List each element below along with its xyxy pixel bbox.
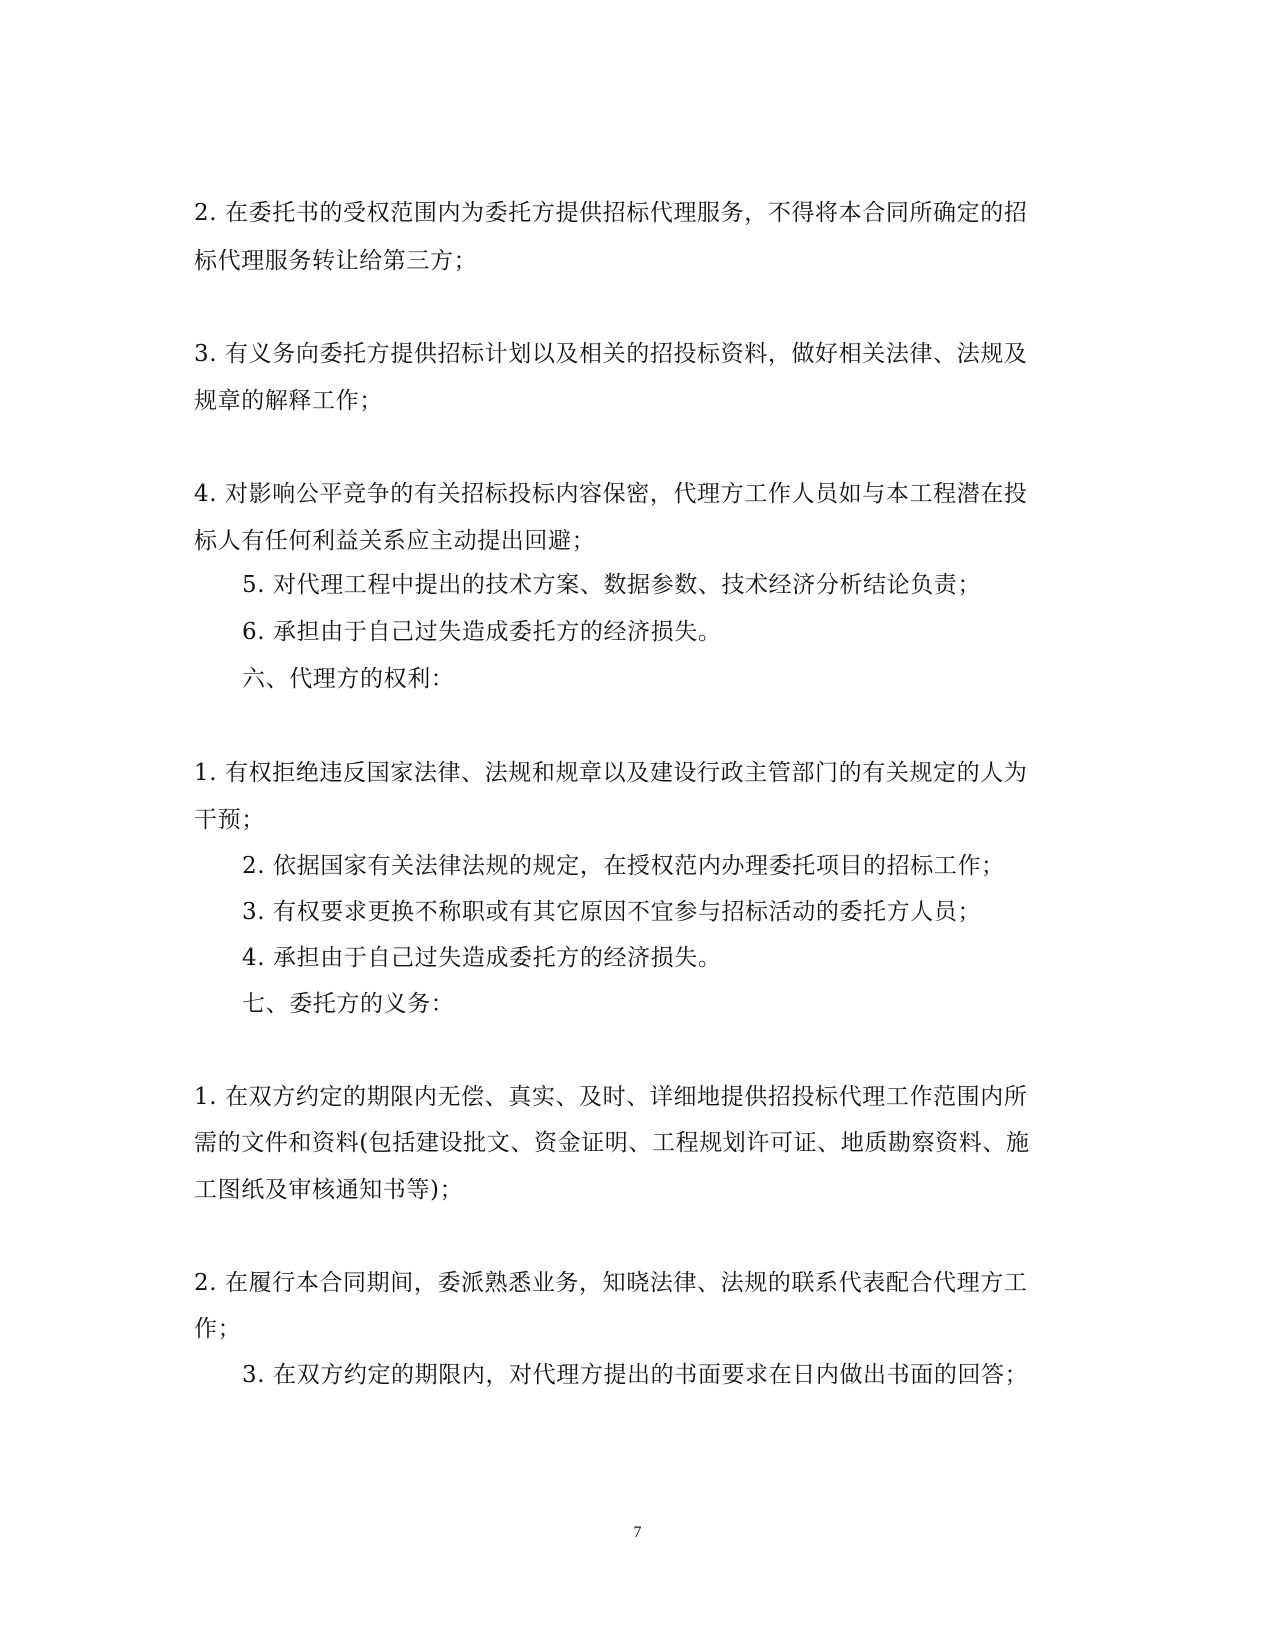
client-obligation-2-line-2: 作； xyxy=(194,1316,242,1342)
agent-right-4: 4. 承担由于自己过失造成委托方的经济损失。 xyxy=(242,945,722,971)
agent-obligation-2-line-1: 2. 在委托书的受权范围内为委托方提供招标代理服务，不得将本合同所确定的招 xyxy=(194,200,1028,226)
page-number: 7 xyxy=(633,1524,642,1541)
agent-obligation-4-line-1: 4. 对影响公平竞争的有关招标投标内容保密，代理方工作人员如与本工程潜在投 xyxy=(194,481,1028,507)
agent-obligation-2-line-2: 标代理服务转让给第三方； xyxy=(194,248,478,274)
agent-obligation-6: 6. 承担由于自己过失造成委托方的经济损失。 xyxy=(242,619,722,645)
agent-obligation-5: 5. 对代理工程中提出的技术方案、数据参数、技术经济分析结论负责； xyxy=(242,572,982,598)
agent-obligation-3-line-1: 3. 有义务向委托方提供招标计划以及相关的招投标资料，做好相关法律、法规及 xyxy=(194,341,1028,367)
client-obligation-1-line-3: 工图纸及审核通知书等)； xyxy=(194,1177,464,1203)
client-obligation-2-line-1: 2. 在履行本合同期间，委派熟悉业务，知晓法律、法规的联系代表配合代理方工 xyxy=(194,1270,1028,1296)
section-heading-client-obligations: 七、委托方的义务： xyxy=(242,991,455,1017)
agent-right-1-line-1: 1. 有权拒绝违反国家法律、法规和规章以及建设行政主管部门的有关规定的人为 xyxy=(194,760,1028,786)
agent-right-3: 3. 有权要求更换不称职或有其它原因不宜参与招标活动的委托方人员； xyxy=(242,899,982,925)
agent-right-1-line-2: 干预； xyxy=(194,807,265,833)
client-obligation-1-line-2: 需的文件和资料(包括建设批文、资金证明、工程规划许可证、地质勘察资料、施 xyxy=(194,1130,1030,1156)
agent-obligation-4-line-2: 标人有任何利益关系应主动提出回避； xyxy=(194,528,596,554)
client-obligation-1-line-1: 1. 在双方约定的期限内无偿、真实、及时、详细地提供招投标代理工作范围内所 xyxy=(194,1084,1028,1110)
client-obligation-3: 3. 在双方约定的期限内，对代理方提出的书面要求在日内做出书面的回答； xyxy=(242,1362,1029,1388)
section-heading-agent-rights: 六、代理方的权利： xyxy=(242,666,455,692)
agent-right-2: 2. 依据国家有关法律法规的规定，在授权范内办理委托项目的招标工作； xyxy=(242,853,1005,879)
agent-obligation-3-line-2: 规章的解释工作； xyxy=(194,388,383,414)
